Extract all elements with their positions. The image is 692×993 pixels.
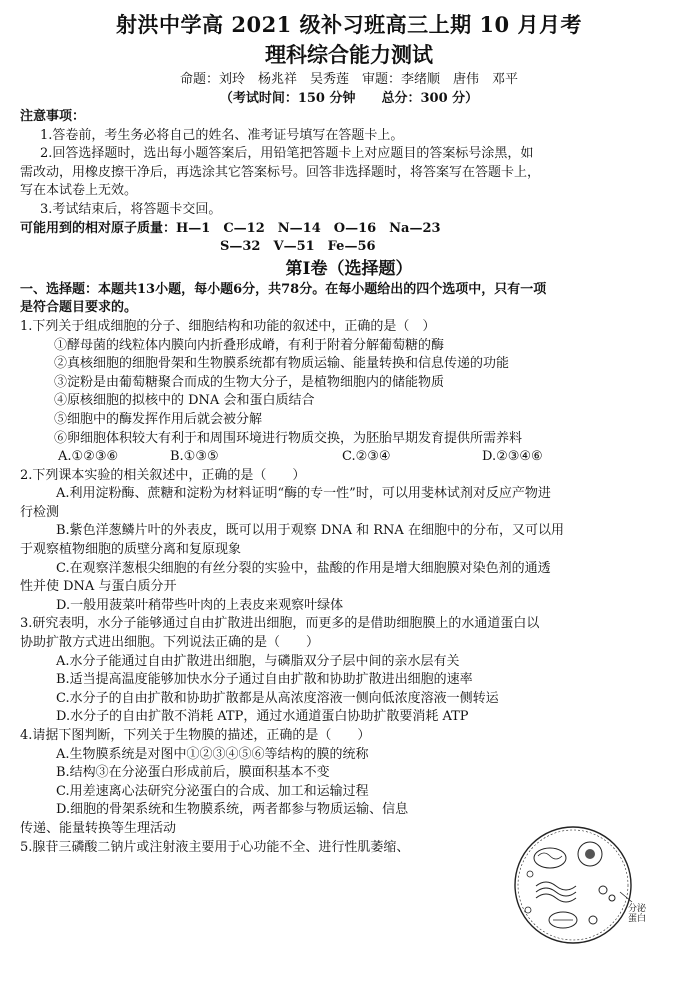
figure-label-line: 分泌 [628, 904, 647, 914]
question-2-stem: 2.下列课本实验的相关叙述中，正确的是（ ） [20, 467, 306, 483]
notice-item-2: 2.回答选择题时，选出每小题答案后，用铅笔把答题卡上对应题目的答案标号涂黑，如 [40, 146, 534, 162]
figure-label-line: 蛋白 [628, 914, 647, 924]
exam-title: 射洪中学高 2021 级补习班高三上期 10 月月考 [116, 12, 582, 37]
question-3-option-b: B.适当提高温度能够加快水分子通过自由扩散和协助扩散进出细胞的速率 [56, 672, 473, 688]
question-3-option-c: C.水分子的自由扩散和协助扩散都是从高浓度溶液一侧向低浓度溶液一侧转运 [56, 690, 499, 706]
question-4-option-d: D.细胞的骨架系统和生物膜系统，两者都参与物质运输、信息 [56, 802, 409, 818]
question-2-option-a-cont: 行检测 [20, 504, 60, 520]
exam-subtitle: 理科综合能力测试 [265, 42, 433, 67]
atomic-masses: 可能用到的相对原子质量：H—1 C—12 N—14 O—16 Na—23 [20, 220, 441, 236]
cell-diagram [508, 820, 658, 970]
notice-item-1: 1.答卷前，考生务必将自己的姓名、准考证号填写在答题卡上。 [40, 127, 404, 143]
question-3-stem: 3.研究表明，水分子能够通过自由扩散进出细胞，而更多的是借助细胞膜上的水通道蛋白以 [20, 616, 540, 632]
question-4-stem: 4.请据下图判断，下列关于生物膜的描述，正确的是（ ） [20, 728, 371, 743]
question-1-statement: ⑥卵细胞体积较大有利于和周围环境进行物质交换，为胚胎早期发育提供所需养料 [54, 430, 523, 446]
question-4-option-b: B.结构③在分泌蛋白形成前后，膜面积基本不变 [56, 765, 330, 781]
question-5-stem: 5.腺苷三磷酸二钠片或注射液主要用于心功能不全、进行性肌萎缩、 [20, 839, 410, 855]
question-1-stem: 1.下列关于组成细胞的分子、细胞结构和功能的叙述中，正确的是（ ） [20, 318, 436, 334]
question-3-option-a: A.水分子能通过自由扩散进出细胞，与磷脂双分子层中间的亲水层有关 [56, 653, 460, 669]
question-2-option-b-cont: 于观察植物细胞的质壁分离和复原现象 [20, 542, 242, 558]
question-4-option-a: A.生物膜系统是对图中①②③④⑤⑥等结构的膜的统称 [56, 746, 369, 762]
question-1-statement: ⑤细胞中的酶发挥作用后就会被分解 [54, 411, 263, 427]
notice-item-3: 3.考试结束后，将答题卡交回。 [40, 201, 222, 217]
question-2-option-d: D.一般用菠菜叶稍带些叶肉的上表皮来观察叶绿体 [56, 597, 344, 613]
question-2-option-a: A.利用淀粉酶、蔗糖和淀粉为材料证明“酶的专一性”时，可以用斐林试剂对反应产物进 [56, 486, 551, 502]
exam-info: （考试时间：150 分钟 总分：300 分） [219, 91, 479, 106]
question-3-option-d: D.水分子的自由扩散不消耗 ATP，通过水通道蛋白协助扩散要消耗 ATP [56, 709, 469, 725]
section-intro-cont: 是符合题目要求的。 [20, 300, 138, 316]
option-d: D.②③④⑥ [482, 449, 543, 465]
question-3-stem-cont: 协助扩散方式进出细胞。下列说法正确的是（ ） [20, 635, 320, 651]
question-1-options [20, 448, 678, 467]
atomic-masses-cont: S—32 V—51 Fe—56 [220, 239, 376, 255]
option-c: C.②③④ [342, 449, 391, 465]
question-1-statement: ②真核细胞的细胞骨架和生物膜系统都有物质运输、能量转换和信息传递的功能 [54, 356, 510, 372]
option-a: A.①②③⑥ [58, 449, 119, 465]
section-intro: 一、选择题：本题共13小题，每小题6分，共78分。在每小题给出的四个选项中，只有一项 [20, 281, 547, 297]
question-4-option-d-cont: 传递、能量转换等生理活动 [20, 820, 177, 836]
option-b: B.①③⑤ [170, 449, 219, 465]
question-2-option-c: C.在观察洋葱根尖细胞的有丝分裂的实验中，盐酸的作用是增大细胞膜对染色剂的通透 [56, 560, 551, 576]
question-1-statement: ①酵母菌的线粒体内膜向内折叠形成嵴，有利于附着分解葡萄糖的酶 [54, 337, 445, 353]
question-2-option-b: B.紫色洋葱鳞片叶的外表皮，既可以用于观察 DNA 和 RNA 在细胞中的分布，又可以用 [56, 523, 564, 539]
question-2-option-c-cont: 性并使 DNA 与蛋白质分开 [20, 579, 177, 595]
question-1-statement: ④原核细胞的拟核中的 DNA 会和蛋白质结合 [54, 393, 315, 409]
question-4-option-c: C.用差速离心法研究分泌蛋白的合成、加工和运输过程 [56, 783, 369, 799]
notice-item-2-cont: 需改动，用橡皮擦干净后，再选涂其它答案标号。回答非选择题时，将答案写在答题卡上， [20, 164, 541, 180]
exam-authors: 命题：刘玲 杨兆祥 吴秀莲 审题：李绪顺 唐伟 邓平 [179, 72, 518, 87]
question-1-statement: ③淀粉是由葡萄糖聚合而成的生物大分子，是植物细胞内的储能物质 [54, 374, 445, 390]
notice-heading: 注意事项： [20, 109, 86, 124]
notice-item-2-cont: 写在本试卷上无效。 [20, 183, 138, 199]
figure-label [628, 904, 646, 924]
cell-diagram-svg [508, 820, 638, 950]
section-title: 第Ⅰ卷（选择题） [285, 258, 413, 279]
